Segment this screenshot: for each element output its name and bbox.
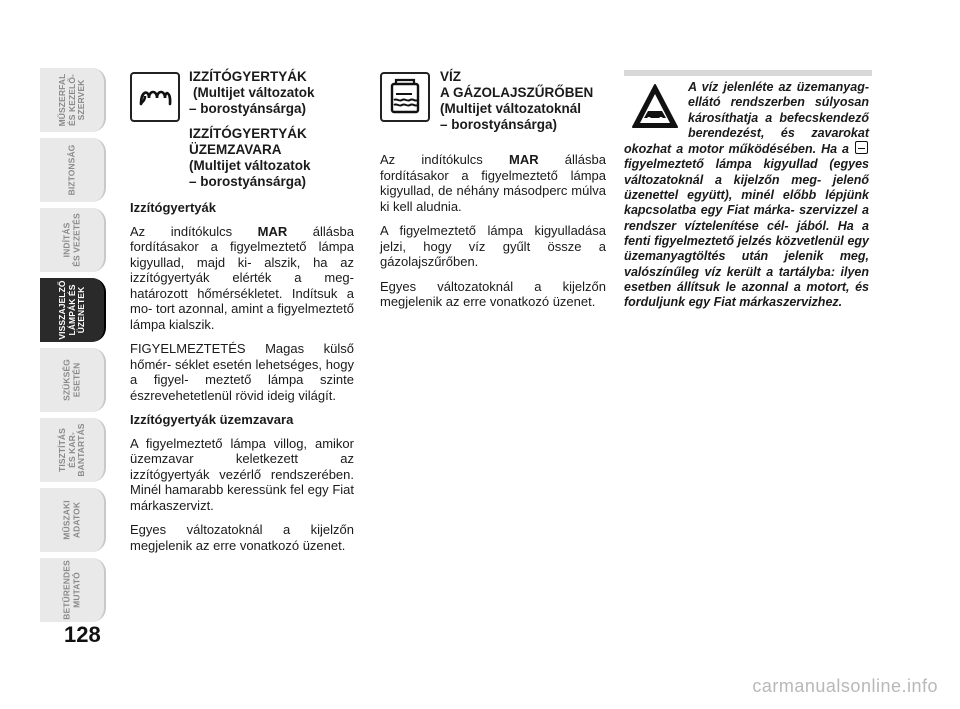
water-in-filter-inline-icon: [855, 141, 868, 154]
subheading-glow-plugs: Izzítógyertyák: [130, 200, 216, 215]
water-in-fuel-filter-icon: [380, 72, 430, 122]
tab-label: VISSZAJELZŐ LÁMPÁK ÉS ÜZENETEK: [56, 280, 86, 340]
tab-instruments[interactable]: [40, 68, 106, 132]
paragraph: A figyelmeztető lámpa kigyulladása jelzi, hogy víz gyűlt össze a gázolajszűrőben.: [380, 223, 606, 269]
tab-warning-lights[interactable]: [40, 278, 106, 342]
glow-plug-fault-heading: IZZÍTÓGYERTYÁK ÜZEMZAVARA (Multijet változatok – borostyánsárga): [189, 126, 311, 189]
tab-label: INDÍTÁS ÉS VEZETÉS: [61, 213, 81, 267]
tab-label: BIZTONSÁG: [66, 144, 77, 196]
paragraph: Az indítókulcs MAR állásba fordításakor a figyelmeztető lámpa kigyullad, majd ki- alszik, ha az izzítógyertyák elérték a meg- határozott hőmérsékletet. Indítsuk a mo- tort azonnal, amint a figyelmeztető lámpa kialszik.: [130, 223, 354, 332]
tab-safety[interactable]: [40, 138, 106, 202]
paragraph: Egyes változatoknál a kijelzőn megjelenik az erre vonatkozó üzenet.: [380, 278, 606, 309]
warning-text: A víz jelenléte az üzemanyag- ellátó rendszerben súlyosan károsíthatja a befecskendező berendezést, és zavarokat okozhat a motor működésében. Ha a figyelmeztető lámpa kigyullad (egyes változatoknál a kijelzőn meg- jelenő üzenettel együtt), minél előbb lépjünk kapcsolatba egy Fiat márka- szervizzel a rendszer víztelenítése cél- jából. Ha a fenti figyelmeztető jelzés közvetlenül egy üzemanyagtöltés után jelenik meg, valószínűleg víz került a tartályba: ilyen esetben állítsuk le azonnal a motort, és forduljunk egy Fiat márkaszervizhez.: [624, 80, 869, 310]
tab-maintenance[interactable]: [40, 418, 106, 482]
tab-technical-data[interactable]: [40, 488, 106, 552]
subheading-glow-plug-fault: Izzítógyertyák üzemzavara: [130, 412, 294, 427]
middle-body: [380, 152, 606, 319]
paragraph: A figyelmeztető lámpa villog, amikor üzemzavar keletkezett az izzítógyertyák vezérlő rendszerében. Minél hamarabb keressünk fel egy Fiat márkaszervizt.: [130, 435, 354, 513]
tab-starting-driving[interactable]: [40, 208, 106, 272]
tab-index[interactable]: [40, 558, 106, 622]
paragraph: Egyes változatoknál a kijelzőn megjelenik az erre vonatkozó üzenet.: [130, 522, 354, 553]
glow-plug-icon: [130, 72, 180, 122]
glow-plugs-heading: IZZÍTÓGYERTYÁK (Multijet változatok – borostyánsárga): [189, 69, 315, 116]
tab-label: BETŰRENDES MUTATÓ: [61, 560, 81, 620]
tab-label: TISZTÍTÁS ÉS KAR- BANTARTÁS: [56, 423, 86, 477]
page-number: 128: [64, 622, 101, 647]
paragraph: Az indítókulcs MAR állásba fordításakor a figyelmeztető lámpa kigyullad, de néhány másodperc múlva ki kell aludnia.: [380, 152, 606, 214]
tab-label: MŰSZERFAL ÉS KEZELŐ- SZERVEK: [56, 73, 86, 127]
watermark: carmanualsonline.info: [752, 676, 938, 696]
warning-triangle-icon: [630, 82, 680, 132]
tab-label: MŰSZAKI ADATOK: [61, 500, 81, 540]
tab-label: SZÜKSÉG ESETÉN: [61, 359, 81, 401]
tab-emergency[interactable]: [40, 348, 106, 412]
paragraph: FIGYELMEZTETÉS Magas külső hőmér- séklet esetén lehetséges, hogy a figyel- meztető lámpa szinte észrevehetetlenül rövid ideig világít.: [130, 341, 354, 403]
warning-bar: [624, 70, 872, 76]
warning-box: [624, 70, 872, 310]
water-in-filter-heading: VÍZ A GÁZOLAJSZŰRŐBEN (Multijet változatoknál – borostyánsárga): [440, 69, 594, 132]
left-body: [130, 200, 354, 562]
